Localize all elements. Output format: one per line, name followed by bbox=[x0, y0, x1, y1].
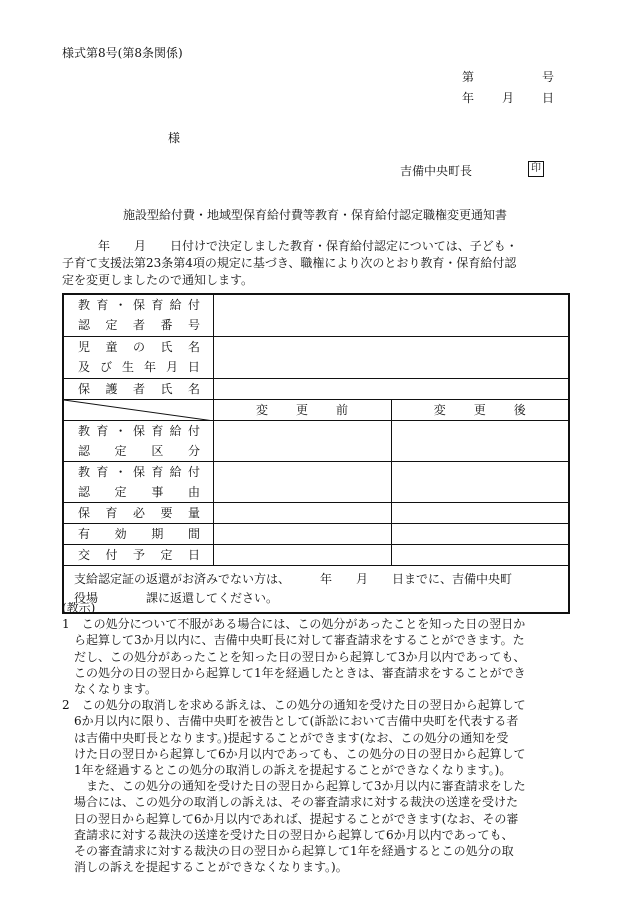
note-line: は吉備中央町長となります。)提起することができます(なお、この処分の通知を受 bbox=[62, 730, 509, 745]
label-char: 定 bbox=[105, 318, 118, 333]
intro-line: 年 月 日付けで決定しました教育・保育給付認定については、子ども・ bbox=[62, 239, 518, 253]
label-char: 付 bbox=[187, 464, 200, 479]
label-line bbox=[78, 503, 200, 523]
label-char: 効 bbox=[114, 526, 127, 541]
label-char: 年 bbox=[143, 360, 156, 374]
before-care-amount bbox=[213, 502, 391, 523]
label-char: 有 bbox=[78, 526, 91, 541]
date-day: 日 bbox=[542, 91, 555, 105]
row-change-header bbox=[63, 399, 569, 420]
label-char: 童 bbox=[105, 340, 118, 354]
label-char: 日 bbox=[187, 547, 200, 562]
diagonal-cell bbox=[63, 399, 213, 420]
label-char: 者 bbox=[132, 381, 145, 396]
label-char: 名 bbox=[187, 381, 200, 396]
after-care-amount bbox=[391, 502, 569, 523]
header-char: 前 bbox=[335, 403, 348, 417]
recipient-suffix: 様 bbox=[168, 131, 181, 145]
intro-line: 定を変更しましたので通知します。 bbox=[62, 273, 254, 287]
label-char: 育 bbox=[151, 298, 164, 313]
label-line bbox=[78, 421, 200, 441]
label-char: 認 bbox=[78, 484, 91, 499]
label-char: 要 bbox=[160, 505, 173, 520]
label-char: 日 bbox=[187, 360, 200, 374]
label-cert-number bbox=[63, 294, 213, 336]
label-line bbox=[78, 315, 200, 335]
label-char: 分 bbox=[187, 443, 200, 458]
after-cert-category bbox=[391, 420, 569, 461]
number-go: 号 bbox=[542, 70, 555, 84]
label-line bbox=[78, 295, 200, 315]
value-child bbox=[213, 336, 569, 378]
label-char: 児 bbox=[78, 340, 91, 354]
note-line: だし、この処分があったことを知った日の翌日から起算して3か月以内であっても、 bbox=[62, 649, 526, 664]
label-char: 教 bbox=[78, 464, 91, 479]
intro-paragraph bbox=[62, 238, 568, 289]
label-char: 育 bbox=[151, 423, 164, 438]
label-line bbox=[78, 441, 200, 461]
note-2 bbox=[62, 697, 572, 875]
label-char: 必 bbox=[132, 505, 145, 520]
note-line: 1年を経過するとこの処分の取消しの訴えを提起することができなくなります。)。 bbox=[62, 763, 512, 778]
label-char: 氏 bbox=[160, 381, 173, 396]
row-cert-category bbox=[63, 420, 569, 461]
label-line bbox=[78, 337, 200, 357]
before-issue-date bbox=[213, 544, 391, 565]
label-char: 育 bbox=[96, 464, 109, 479]
label-char: の bbox=[132, 340, 145, 354]
label-char: 量 bbox=[187, 505, 200, 520]
label-guardian bbox=[63, 378, 213, 399]
label-char: 認 bbox=[78, 318, 91, 333]
row-validity bbox=[63, 523, 569, 544]
label-cert-reason bbox=[63, 461, 213, 502]
sender-name: 吉備中央町長 bbox=[400, 164, 473, 178]
after-cert-reason bbox=[391, 461, 569, 502]
label-line bbox=[78, 524, 200, 544]
note-line: この処分の日の翌日から起算して1年を経過したときは、審査請求をすることができ bbox=[62, 665, 526, 680]
label-char: 氏 bbox=[160, 340, 173, 354]
after-validity bbox=[391, 523, 569, 544]
label-char: 保 bbox=[132, 423, 145, 438]
label-issue-date bbox=[63, 544, 213, 565]
label-char: 育 bbox=[151, 464, 164, 479]
label-char: ・ bbox=[114, 423, 127, 438]
label-char: 保 bbox=[78, 381, 91, 396]
before-cert-reason bbox=[213, 461, 391, 502]
label-line bbox=[78, 462, 200, 482]
label-char: 付 bbox=[105, 547, 118, 562]
diagonal-line bbox=[64, 400, 214, 421]
before-validity bbox=[213, 523, 391, 544]
document-title: 施設型給付費・地域型保育給付費等教育・保育給付認定職権変更通知書 bbox=[122, 208, 507, 222]
label-char: 付 bbox=[187, 423, 200, 438]
note-line: 査請求に対する裁決の送達を受けた日の翌日から起算して6か月以内であっても、 bbox=[62, 827, 514, 842]
label-char: 給 bbox=[169, 298, 182, 313]
note-line: また、この処分の通知を受けた日の翌日から起算して3か月以内に審査請求をした bbox=[62, 779, 526, 794]
note-line: けた日の翌日から起算して6か月以内であっても、この処分の日の翌日から起算して bbox=[62, 746, 526, 761]
header-before bbox=[213, 399, 391, 420]
label-char: 護 bbox=[105, 381, 118, 396]
label-char: 教 bbox=[78, 423, 91, 438]
label-line bbox=[78, 379, 200, 399]
label-care-amount bbox=[63, 502, 213, 523]
header-char: 更 bbox=[295, 403, 308, 417]
label-char: 由 bbox=[187, 484, 200, 499]
row-care-amount bbox=[63, 502, 569, 523]
row-issue-date bbox=[63, 544, 569, 565]
row-guardian bbox=[63, 378, 569, 399]
note-line: 2 この処分の取消しを求める訴えは、この処分の通知を受けた日の翌日から起算して bbox=[62, 698, 526, 713]
before-cert-category bbox=[213, 420, 391, 461]
number-dai: 第 bbox=[462, 70, 475, 84]
note-line: 日の翌日から起算して6か月以内であれば、提起することができます(なお、その審 bbox=[62, 811, 519, 826]
label-char: 定 bbox=[114, 443, 127, 458]
label-line bbox=[78, 357, 200, 377]
label-char: 者 bbox=[132, 318, 145, 333]
row-child bbox=[63, 336, 569, 378]
label-line bbox=[78, 482, 200, 502]
row-cert-number bbox=[63, 294, 569, 336]
label-line bbox=[78, 545, 200, 565]
note-line: ら起算して3か月以内に、吉備中央町長に対して審査請求をすることができます。た bbox=[62, 633, 525, 648]
header-char: 後 bbox=[513, 403, 526, 417]
label-char: 予 bbox=[132, 547, 145, 562]
label-char: 及 bbox=[78, 360, 91, 374]
label-char: ・ bbox=[114, 464, 127, 479]
label-char: 生 bbox=[121, 360, 134, 374]
label-char: 号 bbox=[187, 318, 200, 333]
note-line: 1 この処分について不服がある場合には、この処分があったことを知った日の翌日か bbox=[62, 617, 526, 632]
form-label: 様式第8号(第8条関係) bbox=[62, 46, 183, 60]
notes-heading: (教示) bbox=[62, 601, 96, 615]
notice-line: 役場 課に返還してください。 bbox=[74, 590, 279, 605]
label-char: 区 bbox=[151, 443, 164, 458]
label-char: ・ bbox=[114, 298, 127, 313]
label-char: 給 bbox=[169, 423, 182, 438]
label-char: 定 bbox=[114, 484, 127, 499]
header-char: 更 bbox=[473, 403, 486, 417]
label-char: 交 bbox=[78, 547, 91, 562]
value-cert-number bbox=[213, 294, 569, 336]
label-char: 認 bbox=[78, 443, 91, 458]
label-char: 育 bbox=[96, 298, 109, 313]
label-char: 事 bbox=[151, 484, 164, 499]
intro-line: 子育て支援法第23条第4項の規定に基づき、職権により次のとおり教育・保育給付認 bbox=[62, 256, 517, 270]
label-cert-category bbox=[63, 420, 213, 461]
label-char: 定 bbox=[160, 547, 173, 562]
note-line: 場合には、この処分の取消しの訴えは、その審査請求に対する裁決の送達を受けた bbox=[62, 795, 519, 810]
label-char: 番 bbox=[160, 318, 173, 333]
row-cert-reason bbox=[63, 461, 569, 502]
label-char: 名 bbox=[187, 340, 200, 354]
value-guardian bbox=[213, 378, 569, 399]
note-line: 6か月以内に限り、吉備中央町を被告として(訴訟において吉備中央町を代表する者 bbox=[62, 714, 519, 729]
label-char: 月 bbox=[165, 360, 178, 374]
label-child bbox=[63, 336, 213, 378]
note-line: なくなります。 bbox=[62, 682, 158, 697]
label-char: 給 bbox=[169, 464, 182, 479]
after-issue-date bbox=[391, 544, 569, 565]
header-after bbox=[391, 399, 569, 420]
header-char: 変 bbox=[255, 403, 268, 417]
date-year: 年 bbox=[462, 91, 475, 105]
instruction-notes bbox=[62, 600, 572, 875]
label-char: 間 bbox=[187, 526, 200, 541]
notice-line: 支給認定証の返還がお済みでない方は、 年 月 日までに、吉備中央町 bbox=[74, 571, 513, 586]
note-line: 消しの訴えを提起することができなくなります。)。 bbox=[62, 860, 348, 875]
label-char: 保 bbox=[132, 464, 145, 479]
label-char: び bbox=[99, 360, 112, 374]
label-char: 育 bbox=[105, 505, 118, 520]
certification-table bbox=[62, 293, 570, 614]
label-validity bbox=[63, 523, 213, 544]
label-char: 付 bbox=[187, 298, 200, 313]
header-char: 変 bbox=[433, 403, 446, 417]
note-1 bbox=[62, 616, 572, 697]
label-char: 保 bbox=[78, 505, 91, 520]
seal-box: 印 bbox=[528, 161, 544, 177]
note-line: その審査請求に対する裁決の日の翌日から起算して1年を経過するとこの処分の取 bbox=[62, 844, 514, 859]
label-char: 教 bbox=[78, 298, 91, 313]
label-char: 育 bbox=[96, 423, 109, 438]
date-month: 月 bbox=[502, 91, 515, 105]
label-char: 期 bbox=[151, 526, 164, 541]
label-char: 保 bbox=[132, 298, 145, 313]
